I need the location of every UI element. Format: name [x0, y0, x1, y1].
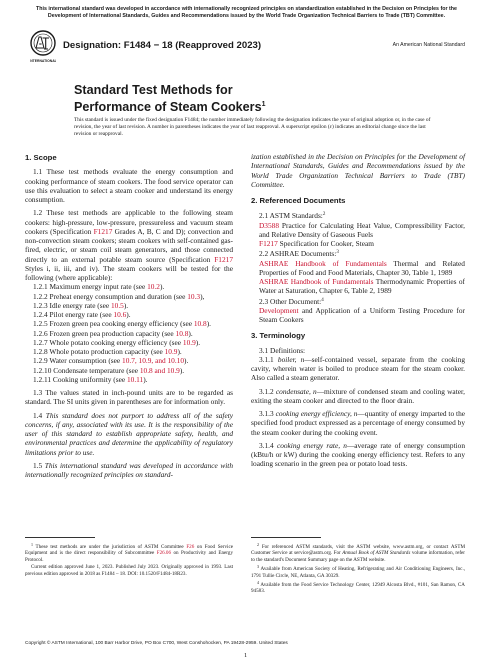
ref-f1217-title: Specification for Cooker, Steam [277, 239, 374, 248]
definitions-label: 3.1 Definitions: [259, 345, 306, 355]
para-1-5 [25, 461, 233, 480]
scope-item-tail: ). [179, 365, 185, 375]
term-boiler-num: 3.1.1 [259, 354, 278, 364]
section-heading-scope: 1. Scope [25, 153, 57, 162]
term-cer-term: cooking energy rate, n [276, 440, 347, 450]
other-document-sup: 4 [321, 297, 324, 303]
scope-item-label: 1.2.7 Whole potato cooking energy efficiency (see [33, 337, 183, 347]
footnote-1 [25, 542, 233, 563]
link-ashrae-handbook-2[interactable]: ASHRAE Handbook of Fundamentals [259, 277, 374, 286]
astm-standards-text: 2.1 ASTM Standards: [259, 211, 323, 221]
wto-notice: This international standard was developed in accordance with internationally recognized principles on standardization established in the Decision on Principles for the Development of International Standards, Guides and Recommendations issued by the World Trade Organization Technical Barriers to Trade (TBT) Committee. [36, 6, 457, 19]
ref-d3588-title: Practice for Calculating Heat Value, Compressibility Factor, and Relative Density of Gaseous Fuels [259, 220, 465, 239]
footnote-divider-left [25, 537, 95, 538]
other-document-label [251, 296, 465, 306]
ashrae-documents-text: 2.2 ASHRAE Documents: [259, 249, 337, 259]
scope-item-tail: ), [200, 291, 205, 301]
para-1-2 [25, 208, 233, 282]
term-cer-num: 3.1.4 [259, 440, 277, 450]
scope-item [25, 347, 233, 356]
scope-item-label: 1.2.11 Cooking uniformity (see [33, 374, 127, 384]
term-condensate [251, 387, 465, 406]
para-1-5-num: 1.5 [33, 460, 45, 470]
term-cer-def: —average rate of energy consumption (kBtu/h or kW) during the cooking energy efficiency test. Refers to any loading scenario in the green pea or potato load tests. [251, 440, 465, 469]
scope-item-ref-link[interactable]: 10.9 [164, 347, 178, 356]
scope-item-ref-link[interactable]: 10.8 [193, 319, 207, 329]
term-boiler-def: —self-contained vessel, separate from the cooking cavity, wherein water is boiled to produce steam for the steam cooker. Also called a steam generator. [251, 354, 465, 383]
para-1-1: 1.1 These test methods evaluate the energy consumption and cooking performance of steam cookers. The food service operator can use this evaluation to select a steam cooker and understand its energy consumption. [25, 167, 233, 204]
scope-item [25, 282, 233, 291]
footnote-1-text-c: on Productivity and Energy Protocol. [25, 550, 233, 563]
right-column [251, 152, 465, 469]
scope-item [25, 292, 233, 301]
para-1-4-num: 1.4 [33, 410, 46, 420]
footnote-2-marker: 2 [257, 542, 259, 547]
scope-item-tail: ). [184, 356, 189, 366]
page-number: 1 [244, 652, 248, 659]
ashrae-documents-label [251, 248, 465, 258]
footnote-divider-right [251, 537, 321, 538]
scope-item [25, 338, 233, 347]
term-boiler [251, 355, 465, 383]
footnote-1-text-a: These test methods are under the jurisdiction of ASTM Committee [35, 544, 187, 550]
term-cooking-energy-rate [251, 441, 465, 469]
link-ashrae-handbook-1[interactable]: ASHRAE Handbook of Fundamentals [259, 258, 387, 268]
footnote-2 [251, 542, 465, 563]
scope-item-tail: ). [126, 310, 131, 319]
scope-item-tail: ). [123, 300, 129, 310]
left-column [25, 153, 233, 479]
para-1-5-continued-text: ization established in the Decision on Principles for the Development of International Standards, Guides and Recommendations issued by the World Trade Organization Technical Barriers to Trade (TBT) Committee. [251, 152, 465, 189]
scope-item-ref-link[interactable]: 10.8 [175, 328, 189, 338]
para-1-2-text-b: Grades A, B, C and D); convection and non-convection steam cookers; steam cookers with self-contained gas-fired, electric, or steam coil steam generators, and those connected directly to an external potable steam source (Specification [25, 226, 233, 264]
scope-item-ref-link[interactable]: 10.9 [182, 337, 196, 347]
other-document-text: 2.3 Other Document: [259, 296, 322, 306]
astm-standards-sup: 2 [322, 212, 326, 218]
scope-item-ref-link[interactable]: 10.6 [113, 310, 127, 319]
para-1-4-text: This standard does not purport to address all of the safety concerns, if any, associated with its use. It is the responsibility of the user of this standard to establish appropriate safety, health, and environmental practices and determine the applicability of regulatory limitations prior to use. [25, 410, 234, 457]
footnote-4-marker: 4 [257, 580, 259, 586]
link-f1217[interactable]: F1217 [93, 226, 113, 236]
scope-item [25, 366, 233, 375]
american-national-standard-label: An American National Standard [392, 42, 465, 48]
ref-other-title: and Application of a Uniform Testing Procedure for Steam Cookers [259, 305, 465, 324]
scope-item-ref-link[interactable]: 10.3 [187, 291, 201, 301]
ref-other [251, 306, 465, 325]
footnote-1-edition: Current edition approved June 1, 2023. Published July 2023. Originally approved in 1993. Last previous edition approved in 2018 as F1484 – 18. DOI: 10.1520/F1484-18R23. [25, 564, 233, 577]
ref-ashrae-1-title: Thermal and Related Properties of Food and Food Materials, Chapter 30, Table 1, 1989 [259, 258, 465, 277]
scope-item [25, 375, 233, 384]
scope-item-tail: ). [195, 337, 201, 347]
term-cee-num: 3.1.3 [259, 409, 276, 418]
scope-item [25, 319, 233, 328]
link-f26[interactable]: F26 [186, 544, 195, 550]
term-condensate-def: —mixture of condensed steam and cooling water, exiting the steam cooker and directed to the floor drain. [251, 386, 465, 405]
term-condensate-term: condensate, n [275, 386, 317, 396]
footnote-3 [251, 564, 465, 579]
scope-item-ref-link[interactable]: 10.11 [126, 374, 144, 384]
scope-item-tail: ). [206, 319, 211, 329]
link-development[interactable]: Development [259, 305, 299, 315]
footnote-2-text-b: volume information, refer to the standard's Document Summary page on the ASTM website. [251, 550, 465, 563]
footnote-4 [251, 580, 465, 595]
scope-item-ref-link[interactable]: 10.7, 10.9, and 10.10 [122, 356, 185, 366]
scope-item-ref-link[interactable]: 10.2 [147, 282, 160, 292]
scope-item-tail: ). [177, 347, 182, 356]
para-1-2-text-c: Styles i, ii, iii, and iv). The steam cookers will be tested for the following (where applicable): [25, 263, 233, 282]
page-title [74, 83, 434, 114]
scope-item-label: 1.2.2 Preheat energy consumption and duration (see [33, 291, 188, 301]
scope-item-label: 1.2.3 Idle energy rate (see [33, 300, 111, 310]
para-1-4 [25, 411, 233, 457]
footnote-1-text-b: on Food Service Equipment and is the direct responsibility of Subcommittee [25, 544, 233, 557]
ref-d3588 [251, 221, 465, 240]
footnote-3-text: Available from American Society of Heating, Refrigerating and Air Conditioning Engineers, Inc., 1791 Tullie Circle, NE, Atlanta, GA 30329. [251, 566, 465, 579]
link-f26-06[interactable]: F26.06 [156, 550, 172, 557]
scope-item [25, 301, 233, 310]
link-f1217-ref[interactable]: F1217 [259, 239, 278, 248]
scope-item-label: 1.2.10 Condensate temperature (see [33, 365, 140, 375]
footnote-4-text: Available from the Food Service Technology Center, 12949 Alcosta Blvd., #101, San Ramon, CA 94583. [251, 582, 465, 595]
scope-item-tail: ). [188, 328, 193, 338]
ref-ashrae-1 [251, 259, 465, 278]
astm-logo-icon [30, 29, 56, 65]
scope-item-label: 1.2.5 Frozen green pea cooking energy efficiency (see [33, 319, 194, 329]
footnote-3-marker: 3 [257, 564, 259, 570]
astm-standards-label [251, 210, 465, 220]
title-line-2 [74, 98, 434, 115]
scope-item-label: 1.2.4 Pilot energy rate (see [33, 310, 114, 319]
footnote-2-italic: Annual Book of ASTM Standards [342, 550, 411, 557]
scope-item [25, 356, 233, 365]
link-f1217-2[interactable]: F1217 [214, 254, 233, 264]
para-1-2-text-a: 1.2 These test methods are applicable to the following steam cookers: high-pressure, low-pressure, pressureless and vacuum steam cookers (Specification [25, 208, 233, 236]
footnote-1-marker: 1 [31, 542, 33, 547]
logo-text: INTERNATIONAL [30, 59, 56, 63]
scope-item [25, 310, 233, 319]
issuance-statement: This standard is issued under the fixed designation F1484; the number immediately following the designation indicates the year of original adoption or, in the case of revision, the year of last revision. A number in parentheses indicates the year of last reapproval. A superscript epsilon (ε) indicates an editorial change since the last revision or reapproval. [74, 117, 431, 137]
ref-ashrae-2-title: Thermodynamic Properties of Water at Saturation, Chapter 6, Table 2, 1989 [259, 277, 465, 296]
term-condensate-num: 3.1.2 [259, 386, 276, 396]
term-cee-term: cooking energy efficiency, n [275, 409, 358, 418]
astm-logo [30, 29, 56, 65]
title-footnote-marker: 1 [261, 100, 266, 108]
term-cooking-energy-efficiency [251, 409, 465, 437]
para-1-3: 1.3 The values stated in inch-pound units are to be regarded as standard. The SI units given in parentheses are for information only. [25, 388, 233, 407]
scope-item-label: 1.2.6 Frozen green pea production capacity (see [33, 328, 176, 338]
scope-item-ref-link[interactable]: 10.5 [110, 300, 124, 310]
ref-f1217 [251, 239, 465, 248]
title-line-1: Standard Test Methods for [74, 83, 233, 97]
scope-item-label: 1.2.1 Maximum energy input rate (see [33, 282, 148, 292]
section-heading-terminology: 3. Terminology [251, 331, 306, 341]
section-heading-referenced-documents: 2. Referenced Documents [251, 196, 346, 205]
link-d3588[interactable]: D3588 [259, 220, 279, 230]
scope-item-ref-link[interactable]: 10.8 and 10.9 [139, 365, 180, 375]
footnote-2-text-a: For referenced ASTM standards, visit the ASTM website, www.astm.org, or contact ASTM Customer Service at service@astm.org. For [251, 544, 465, 557]
footnotes-left [25, 542, 233, 578]
title-line-2-text: Performance of Steam Cookers [74, 99, 262, 114]
term-cee-def: —quantity of energy imparted to the specified food product expressed as a percentage of energy consumed by the steam cooker during the cooking event. [251, 409, 465, 437]
scope-item-label: 1.2.9 Water consumption (see [33, 356, 123, 366]
scope-item-list [25, 282, 233, 384]
para-1-5-text: This international standard was developed in accordance with internationally recognized principles on standard- [25, 460, 233, 479]
designation: Designation: F1484 − 18 (Reapproved 2023) [63, 40, 262, 51]
footnotes-right [251, 542, 465, 596]
ref-ashrae-2 [251, 277, 465, 296]
copyright-line: Copyright © ASTM International, 100 Barr Harbor Drive, PO Box C700, West Conshohocken, PA 19428-2959. United States [25, 641, 288, 646]
scope-item [25, 329, 233, 338]
term-boiler-term: boiler, n [277, 354, 305, 364]
scope-item-tail: ). [159, 282, 165, 292]
scope-item-label: 1.2.8 Whole potato production capacity (see [33, 347, 165, 356]
scope-item-tail: ). [143, 374, 148, 384]
ashrae-documents-sup: 3 [336, 250, 339, 256]
para-1-5-continued [251, 152, 465, 189]
